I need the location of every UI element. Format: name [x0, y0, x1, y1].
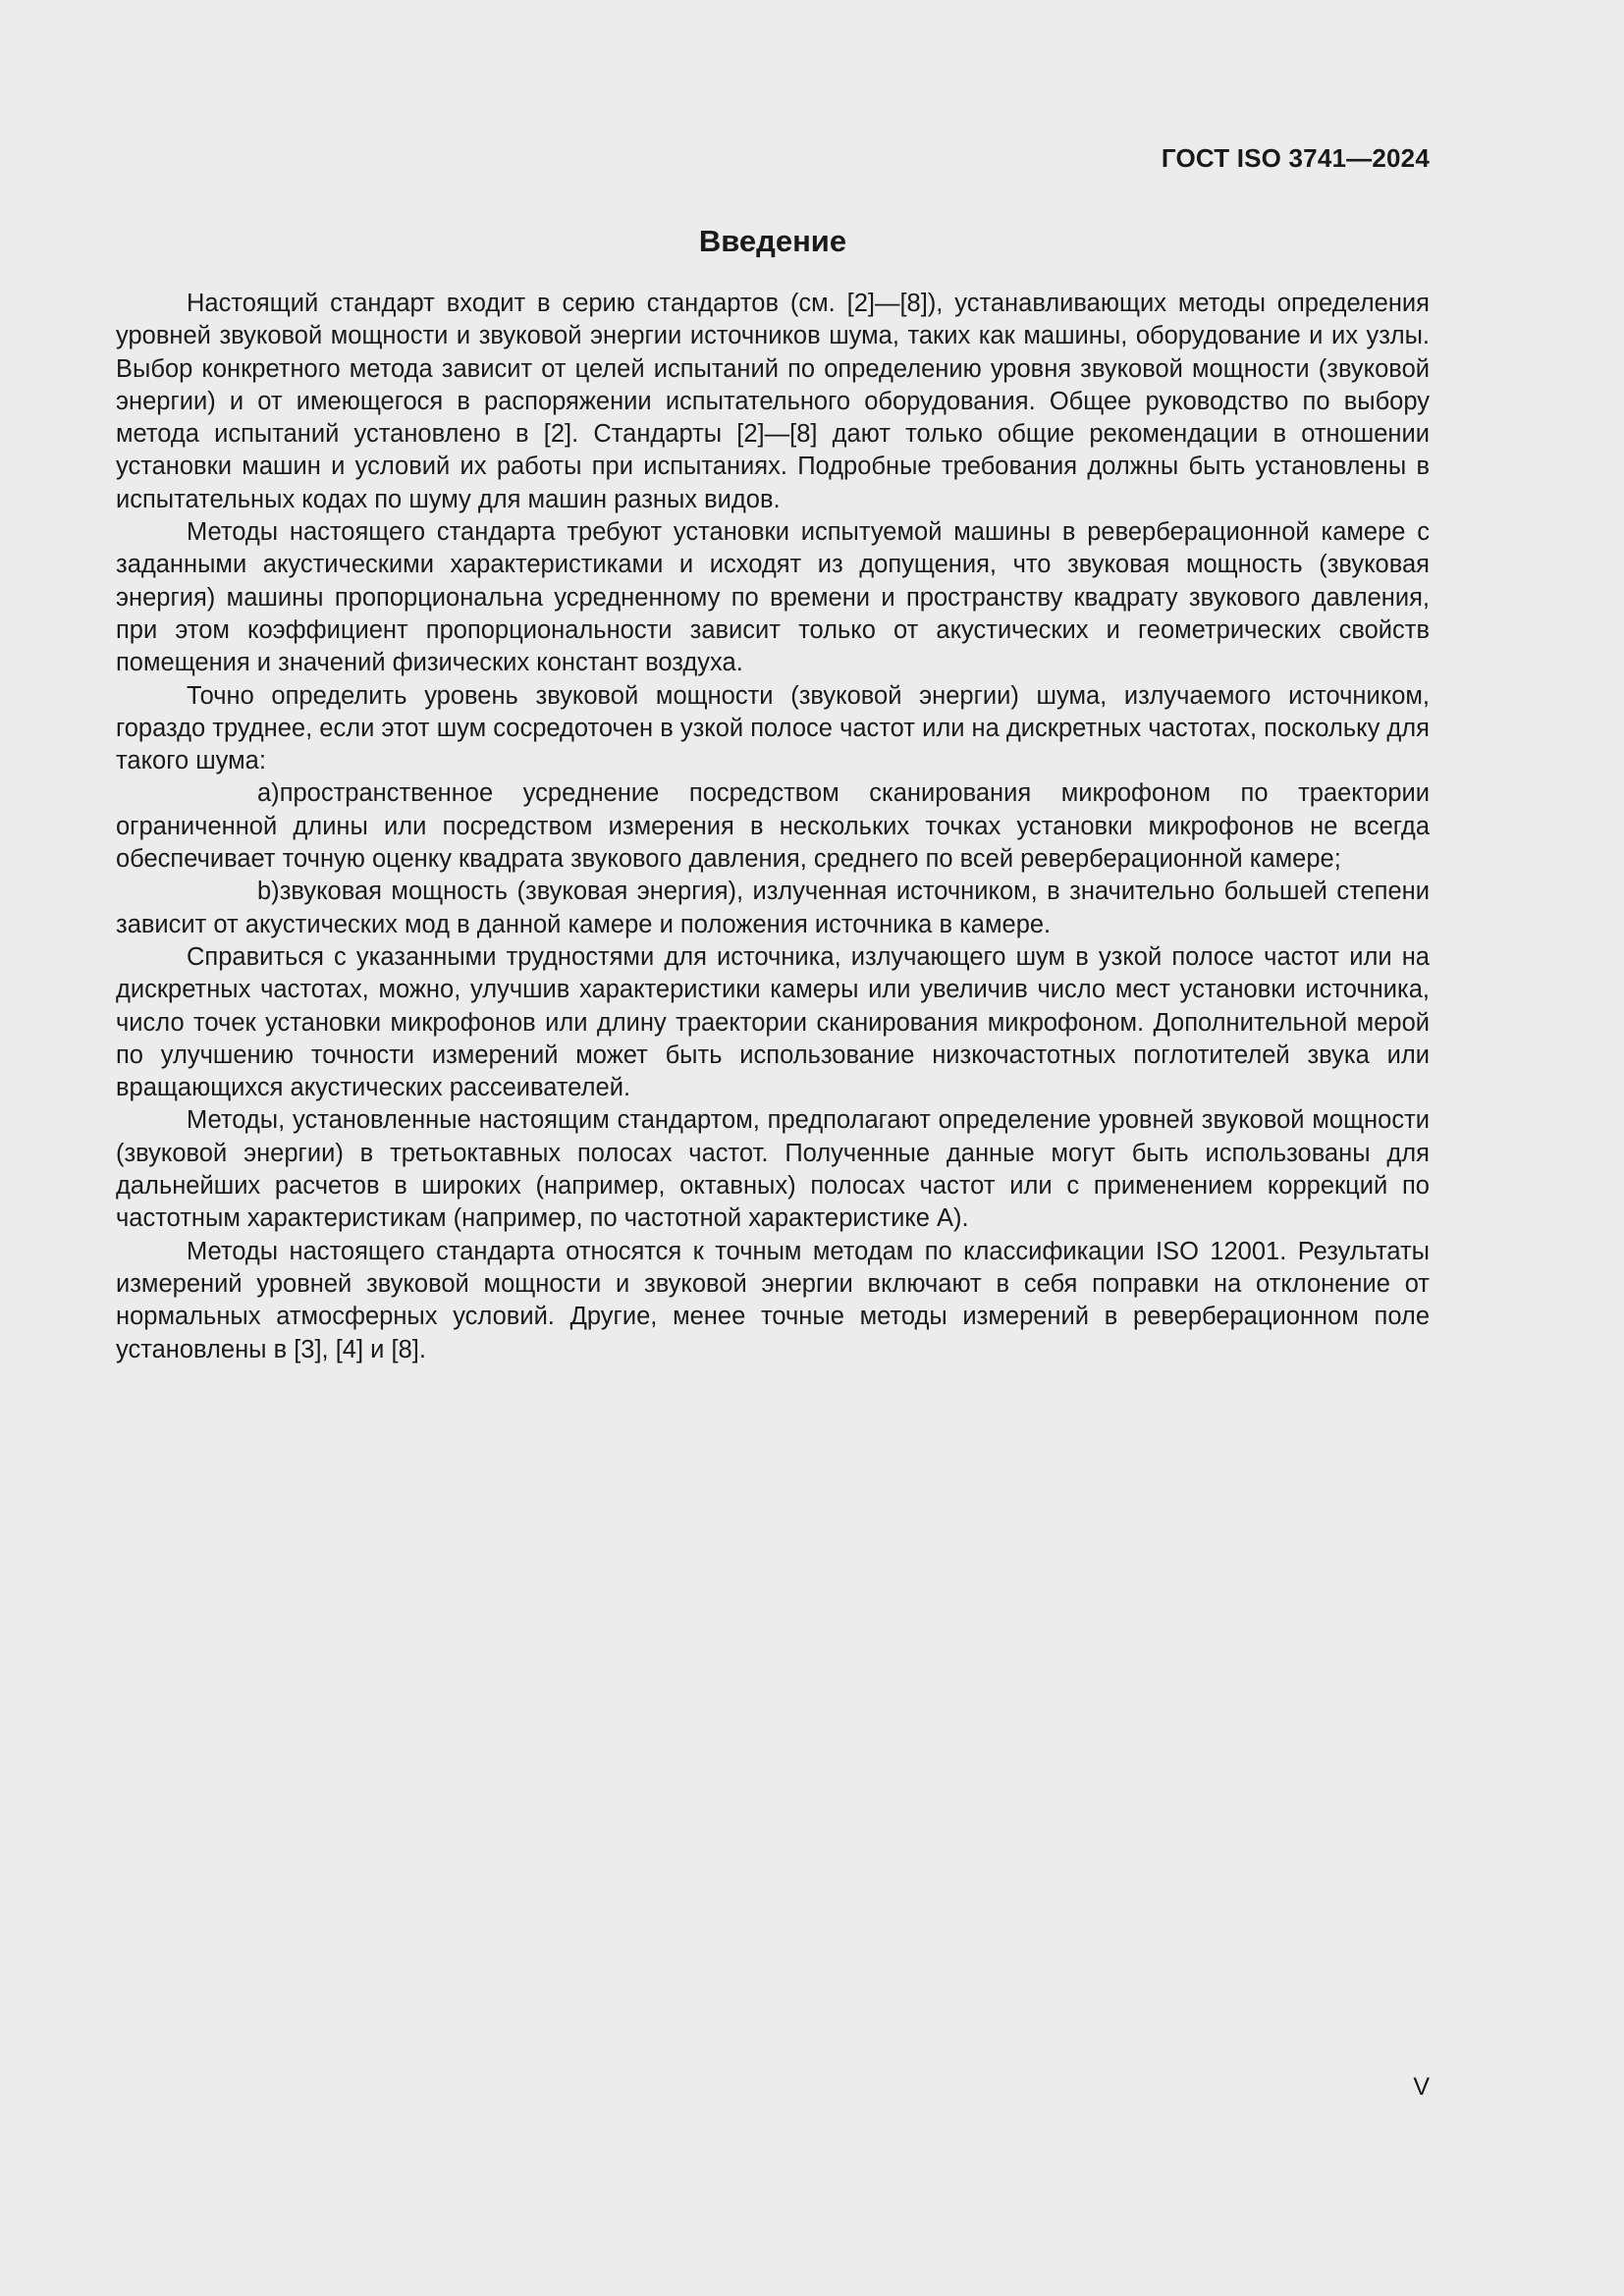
paragraph: Методы, установленные настоящим стандартом, предполагают определение уровней звуковой мощности (звуковой энергии) в третьоктавных полосах частот. Полученные данные могут быть использованы для дальнейших расчетов в широких (например, октавных) полосах частот или с применением коррекций по частотным характеристикам (например, по частотной характеристике А). — [116, 1106, 1430, 1233]
paragraph: Справиться с указанными трудностями для источника, излучающего шум в узкой полосе частот или на дискретных частотах, можно, улучшив характеристики камеры или увеличив число мест установки источника, число точек установки микрофонов или длину траектории сканирования микрофоном. Дополнительной мерой по улучшению точности измерений может быть использование низкочастотных поглотителей звука или вращающихся акустических рассеивателей. — [116, 942, 1430, 1102]
page-number: V — [1413, 2073, 1430, 2101]
paragraph: Настоящий стандарт входит в серию стандартов (см. [2]—[8]), устанавливающих методы определения уровней звуковой мощности и звуковой энергии источников шума, таких как машины, оборудование и их узлы. Выбор конкретного метода зависит от целей испытаний по определению уровня звуковой мощности (звуковой энергии) и от имеющегося в распоряжении испытательного оборудования. Общее руководство по выбору метода испытаний установлено в [2]. Стандарты [2]—[8] дают только общие рекомендации в отношении установки машин и условий их работы при испытаниях. Подробные требования должны быть установлены в испытательных кодах по шуму для машин разных видов. — [116, 290, 1430, 513]
list-item — [116, 777, 1430, 876]
document-header: ГОСТ ISO 3741—2024 — [1161, 143, 1430, 173]
paragraph: Точно определить уровень звуковой мощности (звуковой энергии) шума, излучаемого источником, гораздо труднее, если этот шум сосредоточен в узкой полосе частот или на дискретных частотах, поскольку для такого шума: — [116, 681, 1430, 775]
list-item-text: звуковая мощность (звуковая энергия), излученная источником, в значительно большей степени зависит от акустических мод в данной камере и положения источника в камере. — [116, 878, 1430, 938]
list-item-text: пространственное усреднение посредством сканирования микрофоном по траектории ограниченной длины или посредством измерения в нескольких точках установки микрофонов не всегда обеспечивает точную оценку квадрата звукового давления, среднего по всей реверберационной камере; — [116, 779, 1430, 874]
section-title: Введение — [698, 224, 847, 258]
document-body — [116, 288, 1430, 1366]
list-item-label: b) — [257, 878, 280, 906]
paragraph: Методы настоящего стандарта относятся к точным методам по классификации ISO 12001. Результаты измерений уровней звуковой мощности и звуковой энергии включают в себя поправки на отклонение от нормальных атмосферных условий. Другие, менее точные методы измерений в реверберационном поле установлены в [3], [4] и [8]. — [116, 1237, 1430, 1363]
paragraph: Методы настоящего стандарта требуют установки испытуемой машины в реверберационной камере с заданными акустическими характеристиками и исходят из допущения, что звуковая мощность (звуковая энергия) машины пропорциональна усредненному по времени и пространству квадрату звукового давления, при этом коэффициент пропорциональности зависит только от акустических и геометрических свойств помещения и значений физических констант воздуха. — [116, 518, 1430, 677]
list-item-label: a) — [257, 779, 280, 808]
list-item — [116, 876, 1430, 941]
